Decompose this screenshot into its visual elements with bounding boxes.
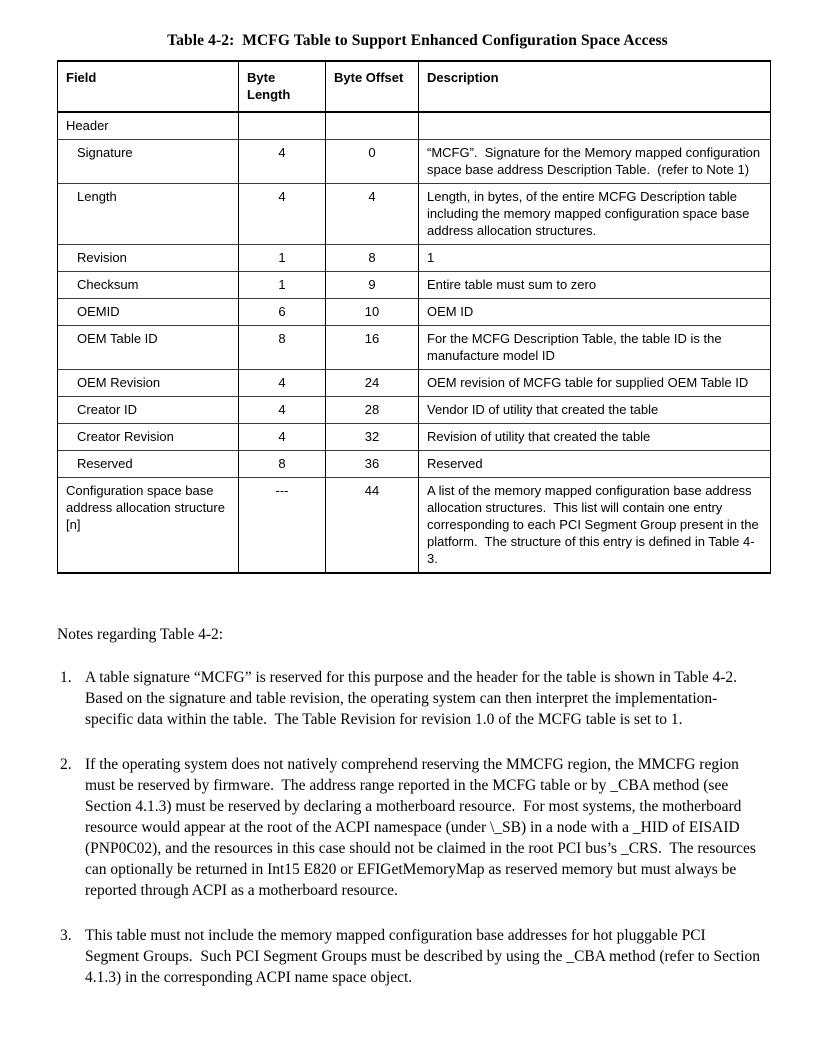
field-cell: OEMID: [58, 299, 239, 326]
note-number: 2.: [60, 756, 72, 773]
byte-length-cell: 4: [239, 424, 326, 451]
note-number: 1.: [60, 669, 72, 686]
description-cell: 1: [419, 245, 771, 272]
field-cell: Reserved: [58, 451, 239, 478]
field-cell: Header: [58, 112, 239, 140]
table-row: [58, 184, 771, 245]
note-item: [57, 754, 780, 901]
byte-length-cell: 4: [239, 140, 326, 184]
byte-offset-cell: 36: [326, 451, 419, 478]
byte-length-cell: 8: [239, 326, 326, 370]
note-item: [57, 925, 780, 988]
table-row: [58, 272, 771, 299]
byte-offset-cell: 16: [326, 326, 419, 370]
field-cell: Signature: [58, 140, 239, 184]
field-cell: Creator ID: [58, 397, 239, 424]
byte-length-cell: 1: [239, 272, 326, 299]
column-header-byte-offset: Byte Offset: [326, 61, 419, 112]
description-cell: “MCFG”. Signature for the Memory mapped configuration space base address Description Table. (refer to Note 1): [419, 140, 771, 184]
field-cell: Length: [58, 184, 239, 245]
byte-offset-cell: 32: [326, 424, 419, 451]
byte-offset-cell: [326, 112, 419, 140]
byte-offset-cell: 24: [326, 370, 419, 397]
table-row: [58, 397, 771, 424]
note-item: [57, 667, 780, 730]
description-cell: A list of the memory mapped configuration base address allocation structures. This list will contain one entry corresponding to each PCI Segment Group present in the platform. The structure of this entry is defined in Table 4-3.: [419, 478, 771, 574]
field-cell: Checksum: [58, 272, 239, 299]
description-cell: Entire table must sum to zero: [419, 272, 771, 299]
field-cell: OEM Table ID: [58, 326, 239, 370]
byte-length-cell: ---: [239, 478, 326, 574]
table-caption: Table 4-2: MCFG Table to Support Enhanced Configuration Space Access: [167, 32, 668, 49]
byte-offset-cell: 44: [326, 478, 419, 574]
field-cell: Creator Revision: [58, 424, 239, 451]
byte-length-cell: 4: [239, 184, 326, 245]
byte-length-cell: 1: [239, 245, 326, 272]
table-row: [58, 451, 771, 478]
table-row: [58, 326, 771, 370]
column-header-byte-length: Byte Length: [239, 61, 326, 112]
byte-offset-cell: 0: [326, 140, 419, 184]
mcfg-table-body: [58, 112, 771, 573]
description-cell: Reserved: [419, 451, 771, 478]
table-row: [58, 299, 771, 326]
description-cell: OEM revision of MCFG table for supplied OEM Table ID: [419, 370, 771, 397]
byte-offset-cell: 10: [326, 299, 419, 326]
byte-offset-cell: 4: [326, 184, 419, 245]
table-row: [58, 245, 771, 272]
note-text: If the operating system does not natively comprehend reserving the MMCFG region, the MMCFG region must be reserved by firmware. The address range reported in the MCFG table or by _CBA method (see Section 4.1.3) must be reserved by declaring a motherboard resource. For most systems, the motherboard resource would appear at the root of the ACPI namespace (under \_SB) in a node with a _HID of EISAID (PNP0C02), and the resources in this case should not be claimed in the root PCI bus’s _CRS. The resources can optionally be returned in Int15 E820 or EFIGetMemoryMap as reserved memory but must always be reported through ACPI as a motherboard resource.: [85, 756, 760, 899]
byte-offset-cell: 28: [326, 397, 419, 424]
field-cell: Revision: [58, 245, 239, 272]
note-text: This table must not include the memory mapped configuration base addresses for hot pluggable PCI Segment Groups. Such PCI Segment Groups must be described by using the _CBA method (refer to Section 4.1.3) in the corresponding ACPI name space object.: [85, 927, 764, 986]
column-header-field: Field: [58, 61, 239, 112]
table-row: [58, 112, 771, 140]
note-text: A table signature “MCFG” is reserved for this purpose and the header for the table is shown in Table 4-2. Based on the signature and table revision, the operating system can then interpret the implementation-specific data within the table. The Table Revision for revision 1.0 of the MCFG table is set to 1.: [85, 669, 745, 728]
byte-offset-cell: 9: [326, 272, 419, 299]
mcfg-table: [57, 60, 771, 574]
description-cell: Revision of utility that created the table: [419, 424, 771, 451]
description-cell: Vendor ID of utility that created the table: [419, 397, 771, 424]
description-cell: Length, in bytes, of the entire MCFG Description table including the memory mapped configuration space base address allocation structures.: [419, 184, 771, 245]
table-row: [58, 424, 771, 451]
byte-offset-cell: 8: [326, 245, 419, 272]
byte-length-cell: [239, 112, 326, 140]
table-row: [58, 140, 771, 184]
description-cell: OEM ID: [419, 299, 771, 326]
field-cell: Configuration space base address allocation structure [n]: [58, 478, 239, 574]
description-cell: For the MCFG Description Table, the table ID is the manufacture model ID: [419, 326, 771, 370]
column-header-description: Description: [419, 61, 771, 112]
notes-section: [57, 624, 780, 1012]
note-number: 3.: [60, 927, 72, 944]
field-cell: OEM Revision: [58, 370, 239, 397]
table-row: [58, 370, 771, 397]
table-row: [58, 478, 771, 574]
notes-heading: Notes regarding Table 4-2:: [57, 626, 224, 643]
description-cell: [419, 112, 771, 140]
byte-length-cell: 8: [239, 451, 326, 478]
notes-list: [57, 667, 780, 988]
byte-length-cell: 4: [239, 397, 326, 424]
byte-length-cell: 4: [239, 370, 326, 397]
byte-length-cell: 6: [239, 299, 326, 326]
table-header-row: [58, 61, 771, 112]
